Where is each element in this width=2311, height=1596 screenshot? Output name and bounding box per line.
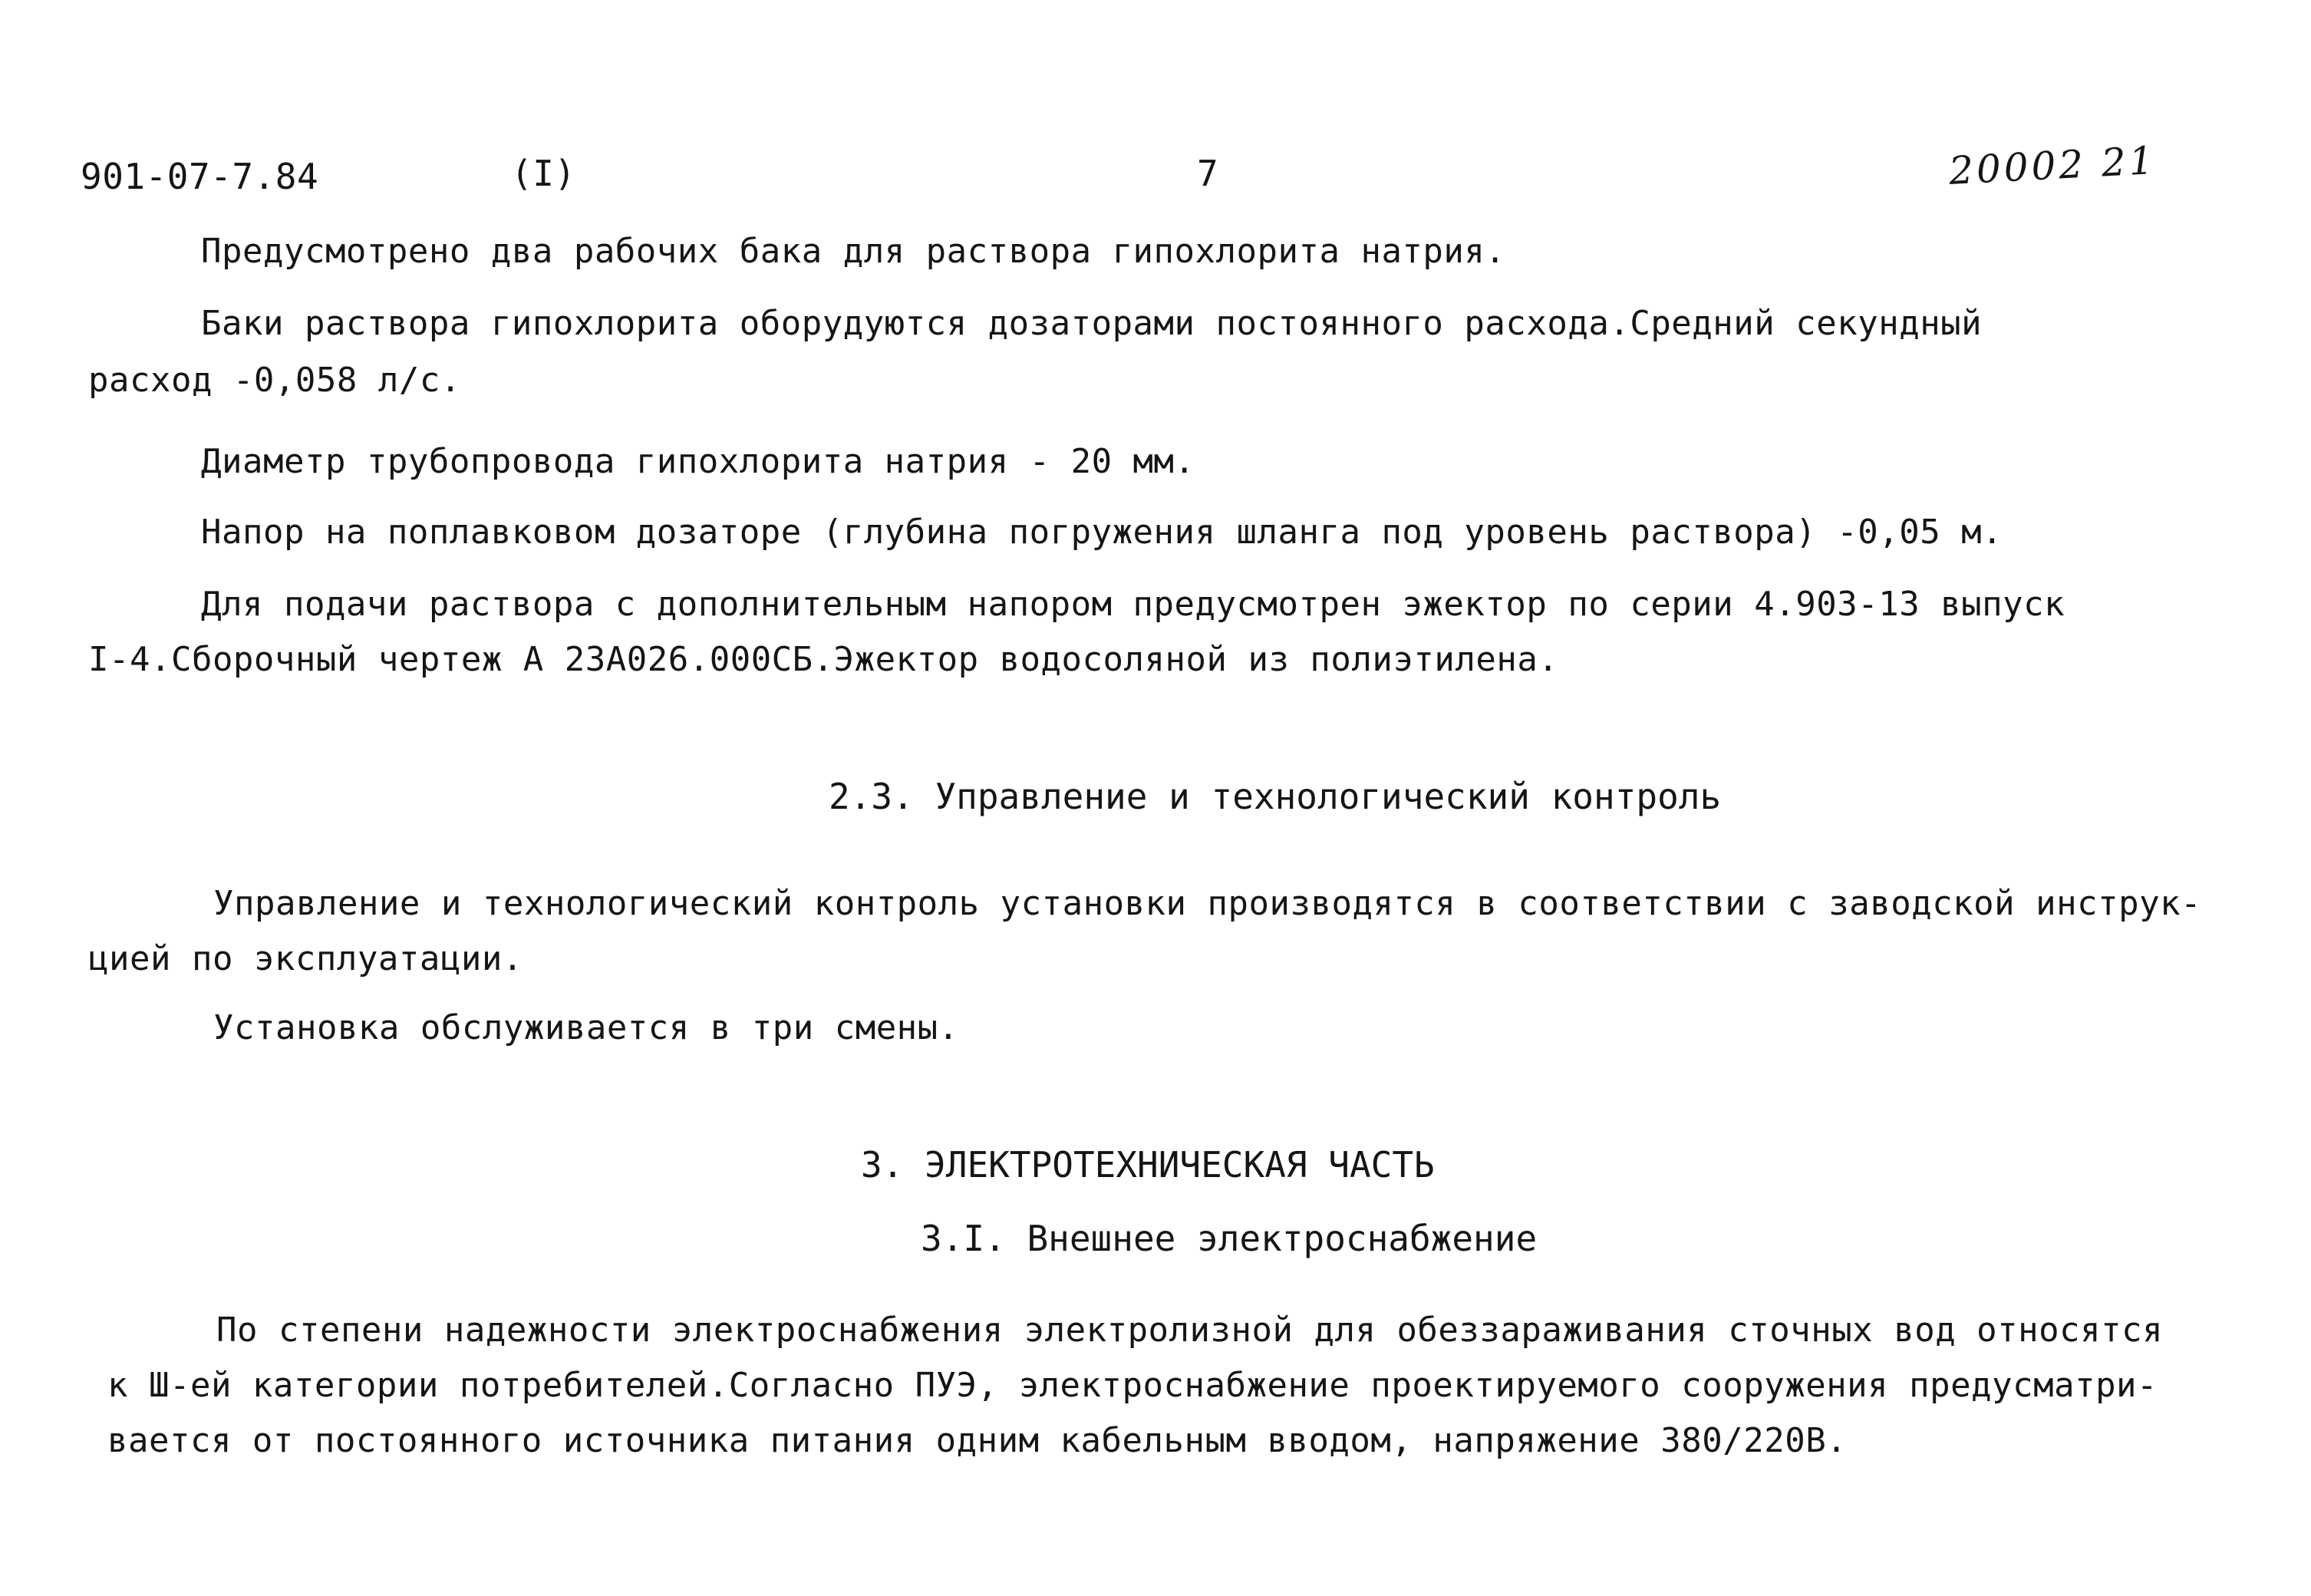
document-code: 901-07-7.84 <box>81 156 319 197</box>
paragraph-shifts: Установка обслуживается в три смены. <box>213 1008 959 1047</box>
paragraph-power-line2: к Ш-ей категории потребителей.Согласно ПУЭ, электроснабжение проектируемого сооружения предусматри- <box>107 1366 2158 1405</box>
inventory-number: 20002 21 <box>1947 137 2158 194</box>
paragraph-power-line1: По степени надежности электроснабжения электролизной для обеззараживания сточных вод относятся <box>216 1311 2164 1350</box>
paragraph-power-line3: вается от постоянного источника питания одним кабельным вводом, напряжение 380/220В. <box>107 1421 1848 1460</box>
paragraph-dosing-line2: расход -0,058 л/с. <box>88 361 461 400</box>
paragraph-control-line1: Управление и технологический контроль установки производятся в соответствии с заводской инструк- <box>213 884 2202 923</box>
paragraph-head: Напор на поплавковом дозаторе (глубина погружения шланга под уровень раствора) -0,05 м. <box>201 513 2003 552</box>
paragraph-tanks: Предусмотрено два рабочих бака для раствора гипохлорита натрия. <box>201 232 1506 271</box>
paragraph-ejector-line1: Для подачи раствора с дополнительным напором предусмотрен эжектор по серии 4.903-13 выпуск <box>201 585 2065 624</box>
page-number: 7 <box>1197 153 1219 194</box>
paragraph-pipe-diameter: Диаметр трубопровода гипохлорита натрия - 20 мм. <box>201 442 1195 481</box>
paragraph-control-line2: цией по эксплуатации. <box>88 939 523 978</box>
paragraph-ejector-line2: I-4.Сборочный чертеж А 23А026.000СБ.Эжектор водосоляной из полиэтилена. <box>88 640 1559 679</box>
document-part: (I) <box>511 153 576 194</box>
section-subheading-3-1: 3.I. Внешнее электроснабжение <box>921 1218 1538 1259</box>
section-heading-2-3: 2.3. Управление и технологический контроль <box>829 776 1722 817</box>
section-heading-3: 3. ЭЛЕКТРОТЕХНИЧЕСКАЯ ЧАСТЬ <box>861 1144 1435 1185</box>
paragraph-dosing-line1: Баки раствора гипохлорита оборудуются дозаторами постоянного расхода.Средний секундный <box>201 304 1983 343</box>
